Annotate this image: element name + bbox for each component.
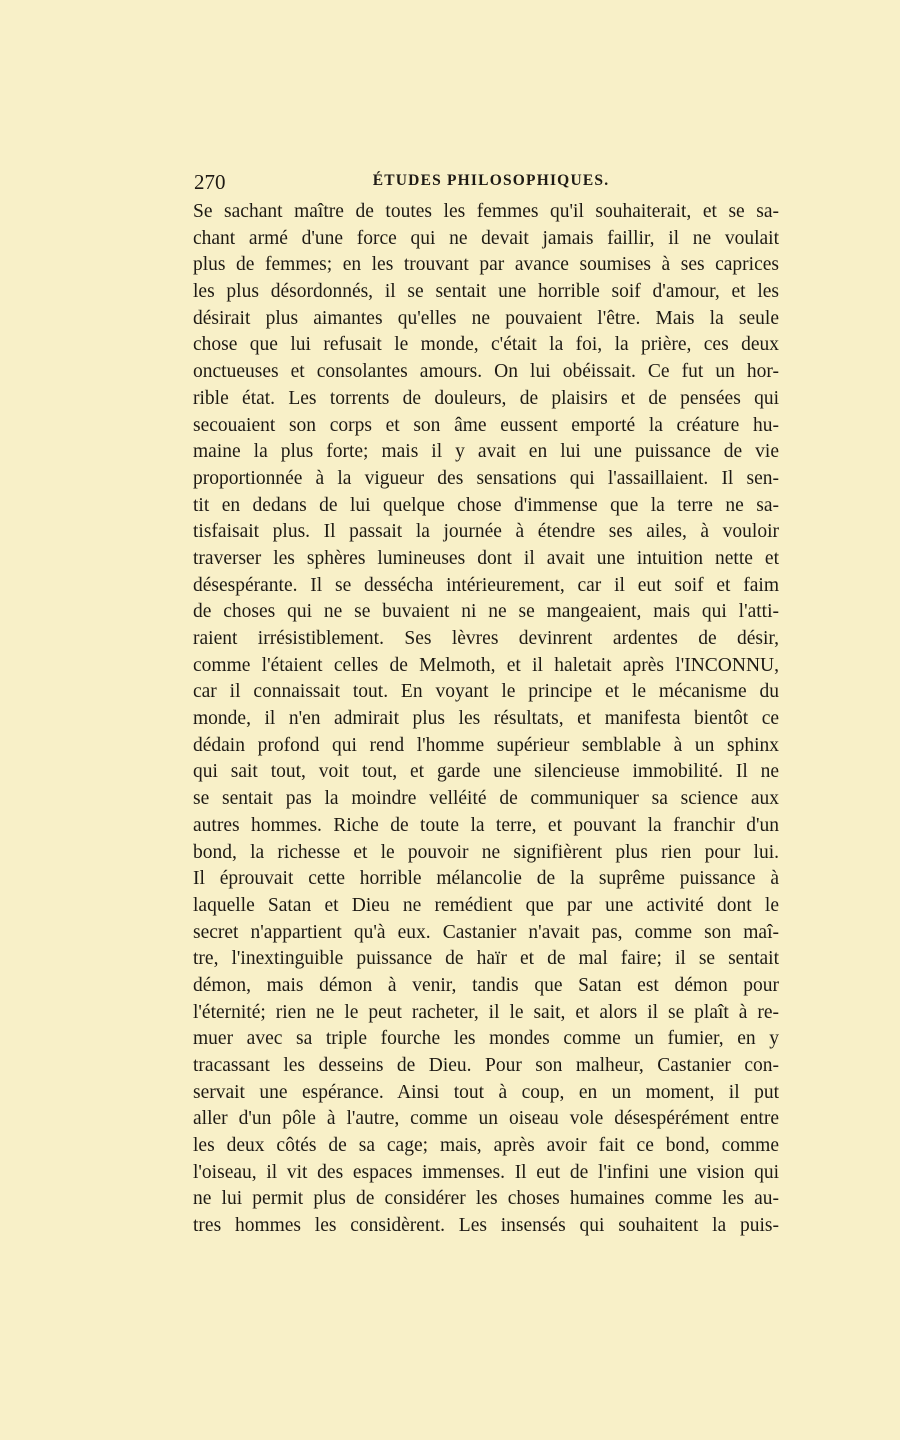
text-line: Il éprouvait cette horrible mélancolie de la suprême puissance à bbox=[193, 868, 779, 890]
text-line: Se sachant maître de toutes les femmes qu'il souhaiterait, et se sa- bbox=[193, 201, 779, 222]
text-line: tracassant les desseins de Dieu. Pour son malheur, Castanier con- bbox=[193, 1055, 779, 1076]
text-line: monde, il n'en admirait plus les résultats, et manifesta bientôt ce bbox=[193, 708, 779, 730]
text-line: les deux côtés de sa cage; mais, après avoir fait ce bond, comme bbox=[193, 1135, 779, 1157]
text-line: secouaient son corps et son âme eussent emporté la créature hu- bbox=[193, 414, 779, 436]
text-line: chant armé d'une force qui ne devait jamais faillir, il ne voulait bbox=[193, 227, 779, 249]
text-line: comme l'étaient celles de Melmoth, et il haletait après l'INCONNU, bbox=[193, 654, 779, 676]
text-line: les plus désordonnés, il se sentait une horrible soif d'amour, et les bbox=[193, 281, 779, 303]
text-line: raient irrésistiblement. Ses lèvres devinrent ardentes de désir, bbox=[193, 628, 779, 649]
page-body-text bbox=[193, 199, 779, 1240]
text-line: tres hommes les considèrent. Les insensés qui souhaitent la puis- bbox=[193, 1215, 779, 1237]
page-number: 270 bbox=[194, 170, 226, 194]
text-line: proportionnée à la vigueur des sensations qui l'assaillaient. Il sen- bbox=[193, 467, 779, 489]
text-line: se sentait pas la moindre velléité de communiquer sa science aux bbox=[193, 788, 779, 810]
text-line: qui sait tout, voit tout, et garde une silencieuse immobilité. Il ne bbox=[193, 761, 779, 783]
text-line: de choses qui ne se buvaient ni ne se mangeaient, mais qui l'atti- bbox=[193, 601, 779, 623]
text-line: laquelle Satan et Dieu ne remédient que par une activité dont le bbox=[193, 894, 779, 916]
text-line: muer avec sa triple fourche les mondes comme un fumier, en y bbox=[193, 1028, 779, 1050]
text-line: tit en dedans de lui quelque chose d'immense que la terre ne sa- bbox=[193, 494, 779, 516]
text-line: l'oiseau, il vit des espaces immenses. Il eut de l'infini une vision qui bbox=[193, 1161, 779, 1183]
text-line: démon, mais démon à venir, tandis que Satan est démon pour bbox=[193, 974, 779, 996]
text-line: dédain profond qui rend l'homme supérieur semblable à un sphinx bbox=[193, 734, 779, 756]
text-line: traverser les sphères lumineuses dont il avait une intuition nette et bbox=[193, 547, 779, 569]
text-line: secret n'appartient qu'à eux. Castanier n'avait pas, comme son maî- bbox=[193, 921, 779, 943]
running-title: ÉTUDES PHILOSOPHIQUES. bbox=[372, 172, 610, 189]
text-line: plus de femmes; en les trouvant par avance soumises à ses caprices bbox=[193, 254, 779, 276]
text-line: rible état. Les torrents de douleurs, de plaisirs et de pensées qui bbox=[193, 387, 779, 409]
text-line: tisfaisait plus. Il passait la journée à étendre ses ailes, à vouloir bbox=[193, 521, 779, 543]
text-line: chose que lui refusait le monde, c'était la foi, la prière, ces deux bbox=[193, 334, 779, 356]
running-header bbox=[194, 170, 778, 194]
text-line: maine la plus forte; mais il y avait en lui une puissance de vie bbox=[193, 441, 779, 463]
text-line: car il connaissait tout. En voyant le principe et le mécanisme du bbox=[193, 681, 779, 703]
text-line: bond, la richesse et le pouvoir ne signifièrent plus rien pour lui. bbox=[193, 841, 779, 863]
text-line: désirait plus aimantes qu'elles ne pouvaient l'être. Mais la seule bbox=[193, 307, 779, 329]
text-line: ne lui permit plus de considérer les choses humaines comme les au- bbox=[193, 1188, 779, 1210]
text-line: tre, l'inextinguible puissance de haïr et de mal faire; il se sentait bbox=[193, 948, 779, 970]
text-line: aller d'un pôle à l'autre, comme un oiseau vole désespérément entre bbox=[193, 1108, 779, 1130]
text-line: autres hommes. Riche de toute la terre, et pouvant la franchir d'un bbox=[193, 814, 779, 836]
text-line: désespérante. Il se dessécha intérieurement, car il eut soif et faim bbox=[193, 574, 779, 596]
text-line: onctueuses et consolantes amours. On lui obéissait. Ce fut un hor- bbox=[193, 361, 779, 383]
text-line: servait une espérance. Ainsi tout à coup, en un moment, il put bbox=[193, 1081, 779, 1103]
text-line: l'éternité; rien ne le peut racheter, il le sait, et alors il se plaît à re- bbox=[193, 1001, 779, 1023]
